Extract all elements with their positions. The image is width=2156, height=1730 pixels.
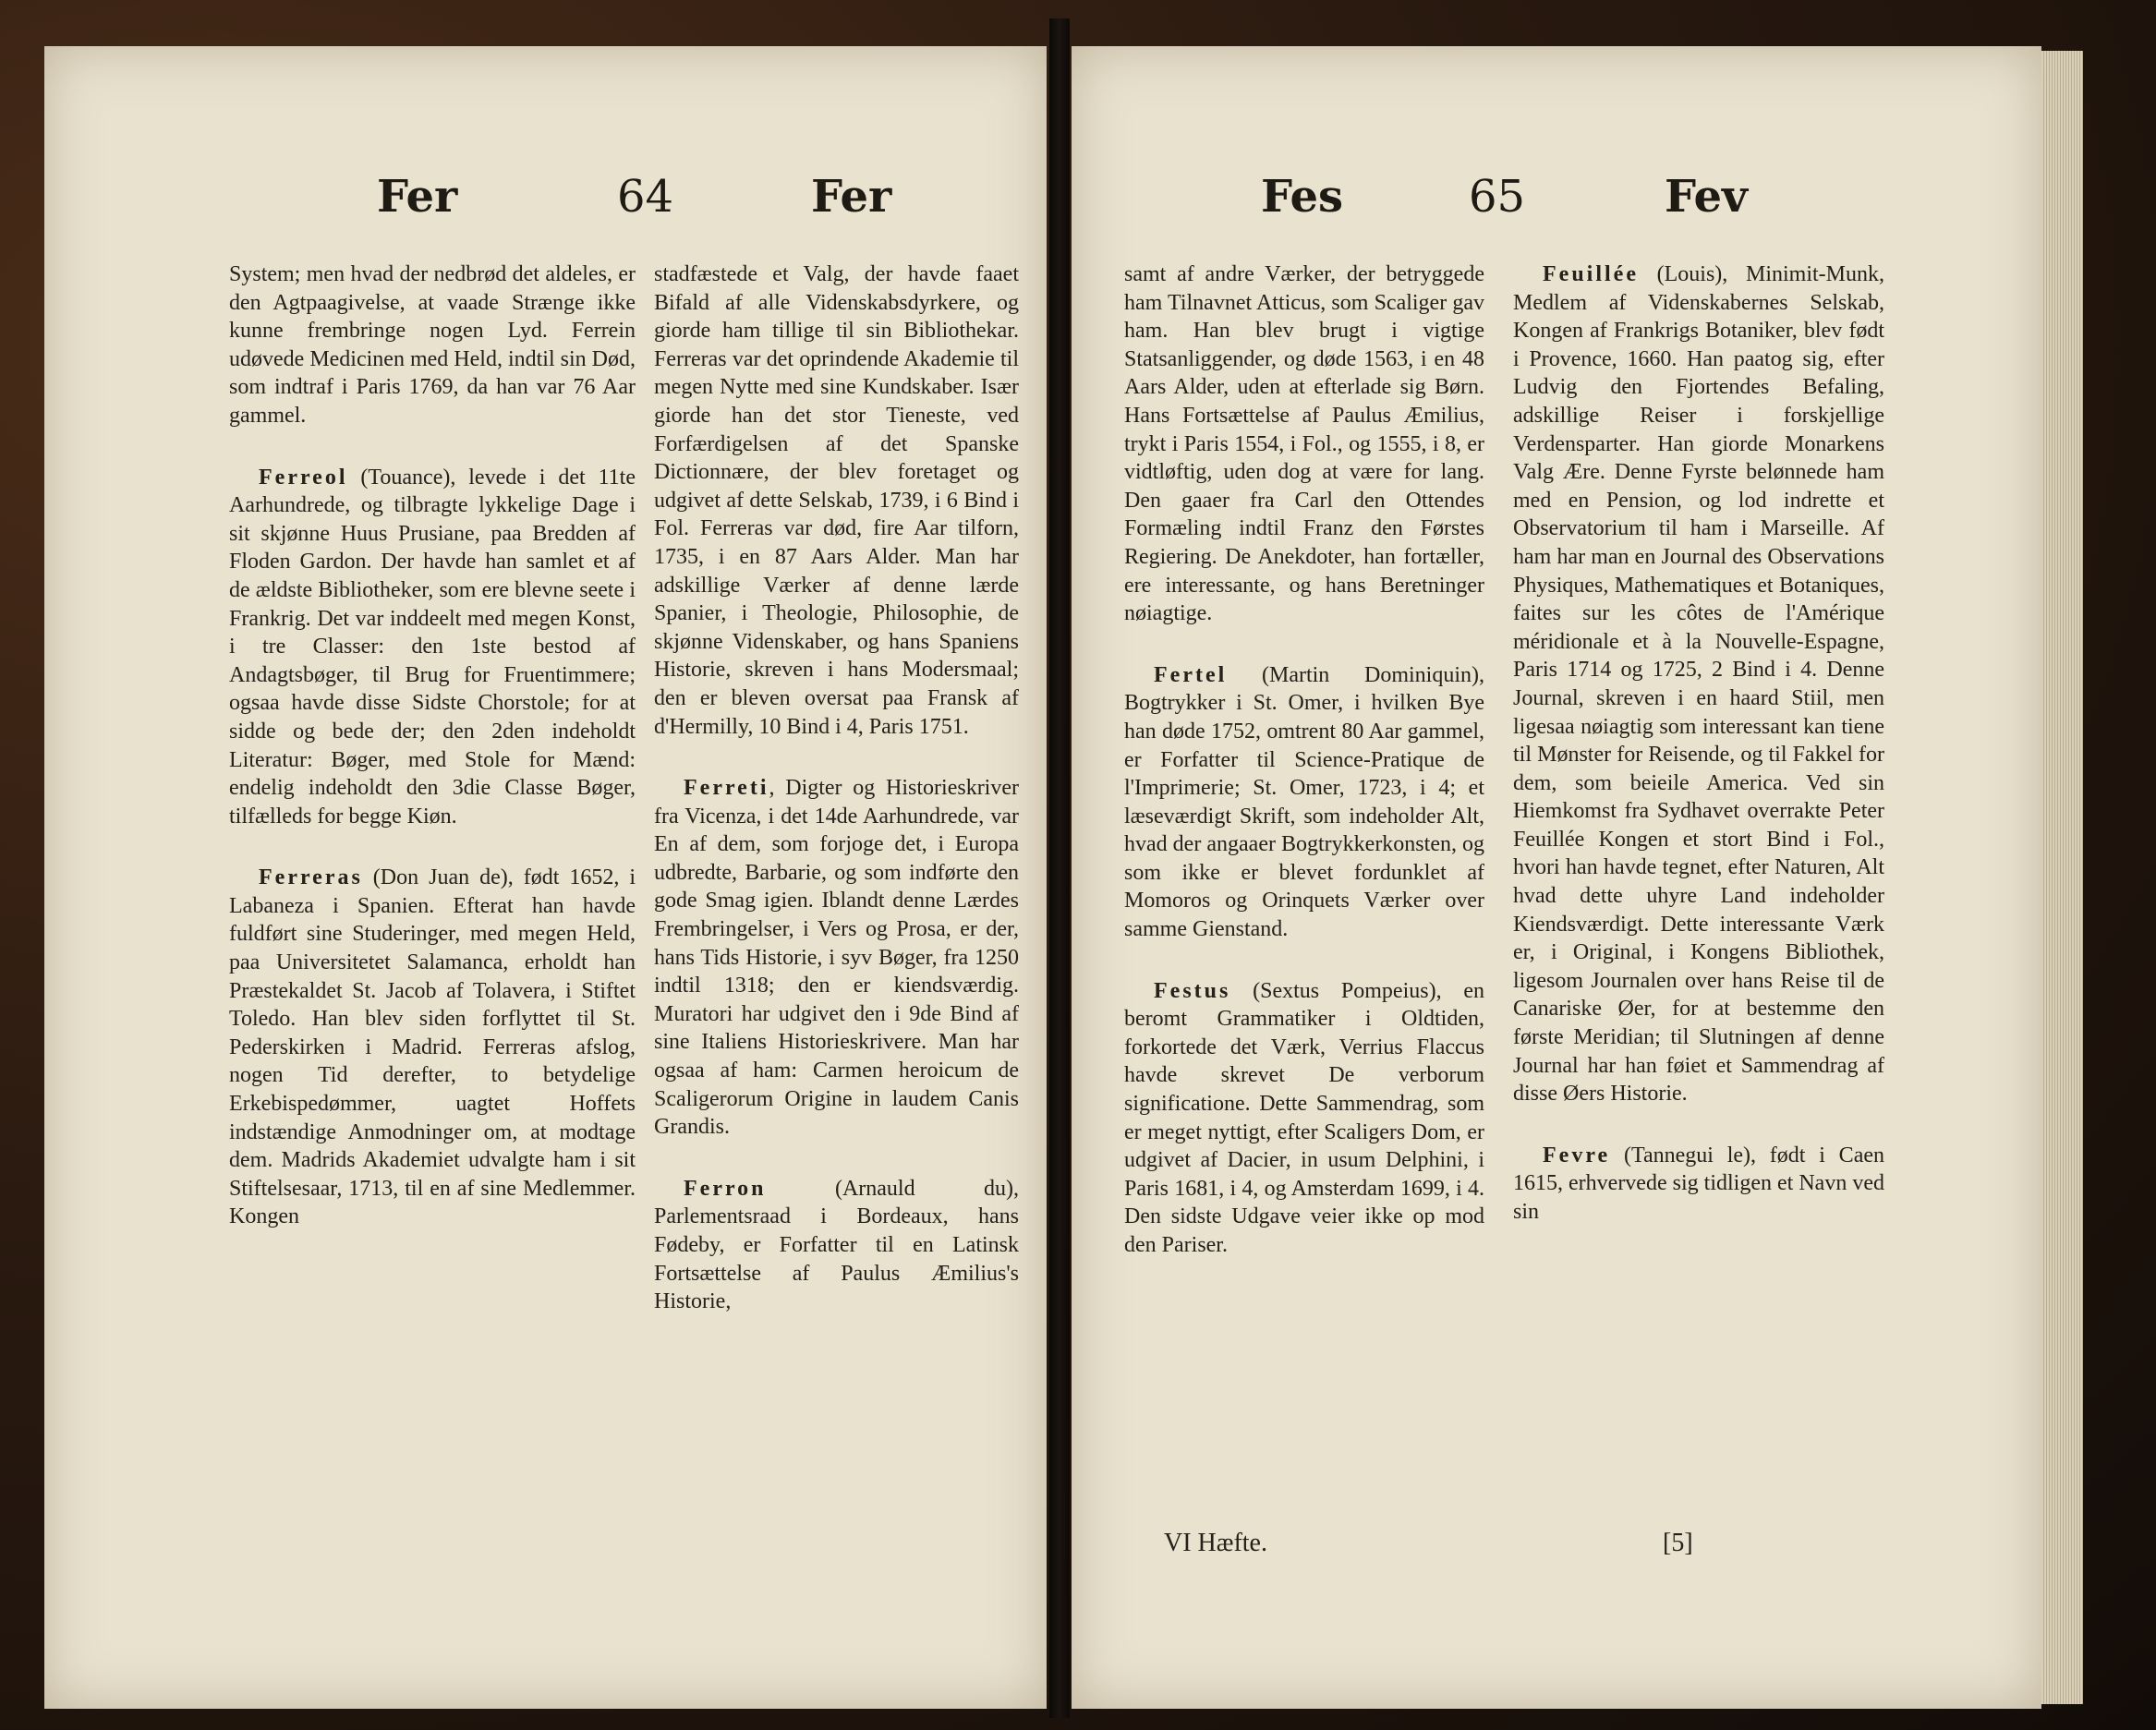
entry-paragraph: [1124, 260, 1484, 628]
entry-paragraph: [654, 260, 1019, 741]
entry-paragraph: [654, 774, 1019, 1142]
right-column-1: [1124, 260, 1484, 1293]
entry-text: samt af andre Værker, der betryggede ham Tilnavnet Atticus, som Scaliger gav ham. Han blev brugt i vigtige Statsanliggender, og døde 1563, i en 48 Aars Alder, uden at efterlade sig Børn. Hans Fortsættelse af Paulus Æmilius, trykt i Paris 1554, i Fol., og 1555, i 8, er vidtløftig, uden dog at være for lang. Den gaaer fra Carl den Ottendes Formæling indtil Franz den Førstes Regiering. De Anekdoter, han fortæller, ere interessante, og hans Beretninger nøiagtige.: [1124, 262, 1484, 626]
entry-text: (Martin Dominiquin), Bogtrykker i St. Omer, i hvilken Bye han døde 1752, omtrent 80 Aar gammel, er Forfatter til Science-Pratique de l'Imprimerie; St. Omer, 1723, i 4; et læseværdigt Skrift, som indeholder Alt, hvad der angaaer Bogtrykkerkonsten, og som ikke er blevet fordunklet af Momoros og Orinquets Værker over samme Gienstand.: [1124, 662, 1484, 942]
page-edges: [2041, 51, 2083, 1704]
right-page-number: 65: [1469, 171, 1526, 223]
entry-paragraph: [229, 864, 636, 1231]
entry-head: Feuillée: [1543, 262, 1639, 286]
signature-mark: VI Hæfte.: [1164, 1529, 1267, 1557]
left-page-number: 64: [617, 171, 674, 223]
entry-head: Ferron: [684, 1176, 767, 1201]
left-page: [44, 46, 1047, 1709]
left-column-1: [229, 260, 636, 1264]
entry-paragraph: [1124, 977, 1484, 1260]
entry-text: stadfæstede et Valg, der havde faaet Bifald af alle Videnskabsdyrkere, og giorde ham tillige til sin Bibliothekar. Ferreras var det oprindende Akademie til megen Nytte med sine Kundskaber. Især giorde han det stor Tieneste, ved Forfærdigelsen af det Spanske Dictionnære, der blev foretaget og udgivet af dette Selskab, 1739, i 6 Bind i Fol. Ferreras var død, fire Aar tilforn, 1735, i en 87 Aars Alder. Man har adskillige Værker af denne lærde Spanier, i Theologie, Philosophie, de skjønne Videnskaber, og hans Spaniens Historie, skreven i hans Modersmaal; den er bleven oversat paa Fransk af d'Hermilly, 10 Bind i 4, Paris 1751.: [654, 262, 1019, 739]
right-page: [1072, 46, 2041, 1709]
entry-paragraph: [1124, 661, 1484, 944]
entry-head: Ferreti: [684, 776, 769, 801]
entry-paragraph: [654, 1175, 1019, 1316]
book-gutter: [1049, 18, 1070, 1718]
entry-paragraph: [1513, 260, 1884, 1108]
entry-head: Fertel: [1154, 662, 1228, 687]
left-column-2: [654, 260, 1019, 1349]
entry-text: (Touance), levede i det 11te Aarhundrede, og tilbragte lykkelige Dage i sit skjønne Huus Prusiane, paa Bredden af Floden Gardon. Der havde han samlet et af de ældste Bibliotheker, som ere blevne seete i Frankrig. Det var inddeelt med megen Konst, i tre Classer: den 1ste bestod af Andagtsbøger, til Brug for Fruentimmere; ogsaa havde disse Sidste Chorstole; for at sidde og bede der; den 2den indeholdt Literatur: Bøger, med Stole for Mænd: endelig indeholdt den 3die Classe Bøger, tilfælleds for begge Kiøn.: [229, 465, 636, 829]
left-header-left: Fer: [377, 171, 458, 223]
entry-text: (Tannegui le), født i Caen 1615, erhvervede sig tidligen et Navn ved sin: [1513, 1143, 1884, 1224]
entry-paragraph: [229, 464, 636, 831]
right-column-2: [1513, 260, 1884, 1260]
right-header-right: Fev: [1665, 171, 1748, 223]
left-header-right: Fer: [811, 171, 892, 223]
entry-head: Festus: [1154, 978, 1231, 1003]
entry-paragraph: [1513, 1142, 1884, 1227]
entry-head: Ferreras: [259, 865, 363, 890]
entry-head: Ferreol: [259, 465, 348, 490]
entry-paragraph: [229, 260, 636, 430]
sheet-number: [5]: [1663, 1529, 1693, 1557]
entry-text: (Don Juan de), født 1652, i Labaneza i Spanien. Efterat han havde fuldført sine Studeringer, med megen Held, paa Universitetet Salamanca, erholdt han Præstekaldet St. Jacob af Tolavera, i Stiftet Toledo. Han blev siden forflyttet til St. Pederskirken i Madrid. Ferreras afslog, nogen Tid derefter, to betydelige Erkebispedømmer, uagtet Hoffets indstændige Anmodninger om, at modtage dem. Madrids Akademiet udvalgte ham i sit Stiftelsesaar, 1713, til en af sine Medlemmer. Kongen: [229, 865, 636, 1229]
entry-text: (Louis), Minimit-Munk, Medlem af Videnskabernes Selskab, Kongen af Frankrigs Botaniker, blev født i Provence, 1660. Han paatog sig, efter Ludvig den Fjortendes Befaling, adskillige Reiser i forskjellige Verdensparter. Han giorde Monarkens Valg Ære. Denne Fyrste belønnede ham med en Pension, og lod indrette et Observatorium til ham i Marseille. Af ham har man en Journal des Observations Physiques, Mathematiques et Botaniques, faites sur les côtes de l'Amérique méridionale et à la Nouvelle-Espagne, Paris 1714 og 1725, 2 Bind i 4. Denne Journal, skreven i en haard Stiil, men ligesaa nøiagtig som interessant kan tiene til Mønster for Reisende, og til Fakkel for dem, som beieile America. Ved sin Hiemkomst fra Sydhavet overrakte Peter Feuillée Kongen et stort Bind i Fol., hvori han havde tegnet, efter Naturen, Alt hvad dette uhyre Land indeholder Kiendsværdigt. Dette interessante Værk er, i Original, i Kongens Bibliothek, ligesom Journalen over hans Reise til de Canariske Øer, for at bestemme den første Meridian; til Slutningen af denne Journal har han føiet et Sammendrag af disse Øers Historie.: [1513, 262, 1884, 1107]
entry-head: Fevre: [1543, 1143, 1611, 1167]
entry-text: (Sextus Pompeius), en beromt Grammatiker i Oldtiden, forkortede det Værk, Verrius Flaccus havde skrevet De verborum significatione. Dette Sammendrag, som er meget nyttigt, efter Scaligers Dom, er udgivet af Dacier, in usum Delphini, i Paris 1681, i 4, og Amsterdam 1699, i 4. Den sidste Udgave veier ikke op mod den Pariser.: [1124, 978, 1484, 1257]
right-header-left: Fes: [1261, 171, 1344, 223]
entry-text: System; men hvad der nedbrød det aldeles, er den Agtpaagivelse, at vaade Strænge ikke kunne frembringe nogen Lyd. Ferrein udøvede Medicinen med Held, indtil sin Død, som indtraf i Paris 1769, da han var 76 Aar gammel.: [229, 262, 636, 428]
entry-text: , Digter og Historieskriver fra Vicenza, i det 14de Aarhundrede, var En af dem, som forjoge det, i Europa udbredte, Barbarie, og som indførte den gode Smag igien. Iblandt denne Lærdes Frembringelser, i Vers og Prosa, er der, hans Tids Historie, i syv Bøger, fra 1250 indtil 1318; den er kiendsværdig. Muratori har udgivet den i 9de Bind af sine Italiens Historieskrivere. Man har ogsaa af ham: Carmen heroicum de Scaligerorum Origine in laudem Canis Grandis.: [654, 776, 1019, 1140]
entry-text: (Arnauld du), Parlementsraad i Bordeaux, hans Fødeby, er Forfatter til en Latinsk Fortsættelse af Paulus Æmilius's Historie,: [654, 1176, 1019, 1314]
